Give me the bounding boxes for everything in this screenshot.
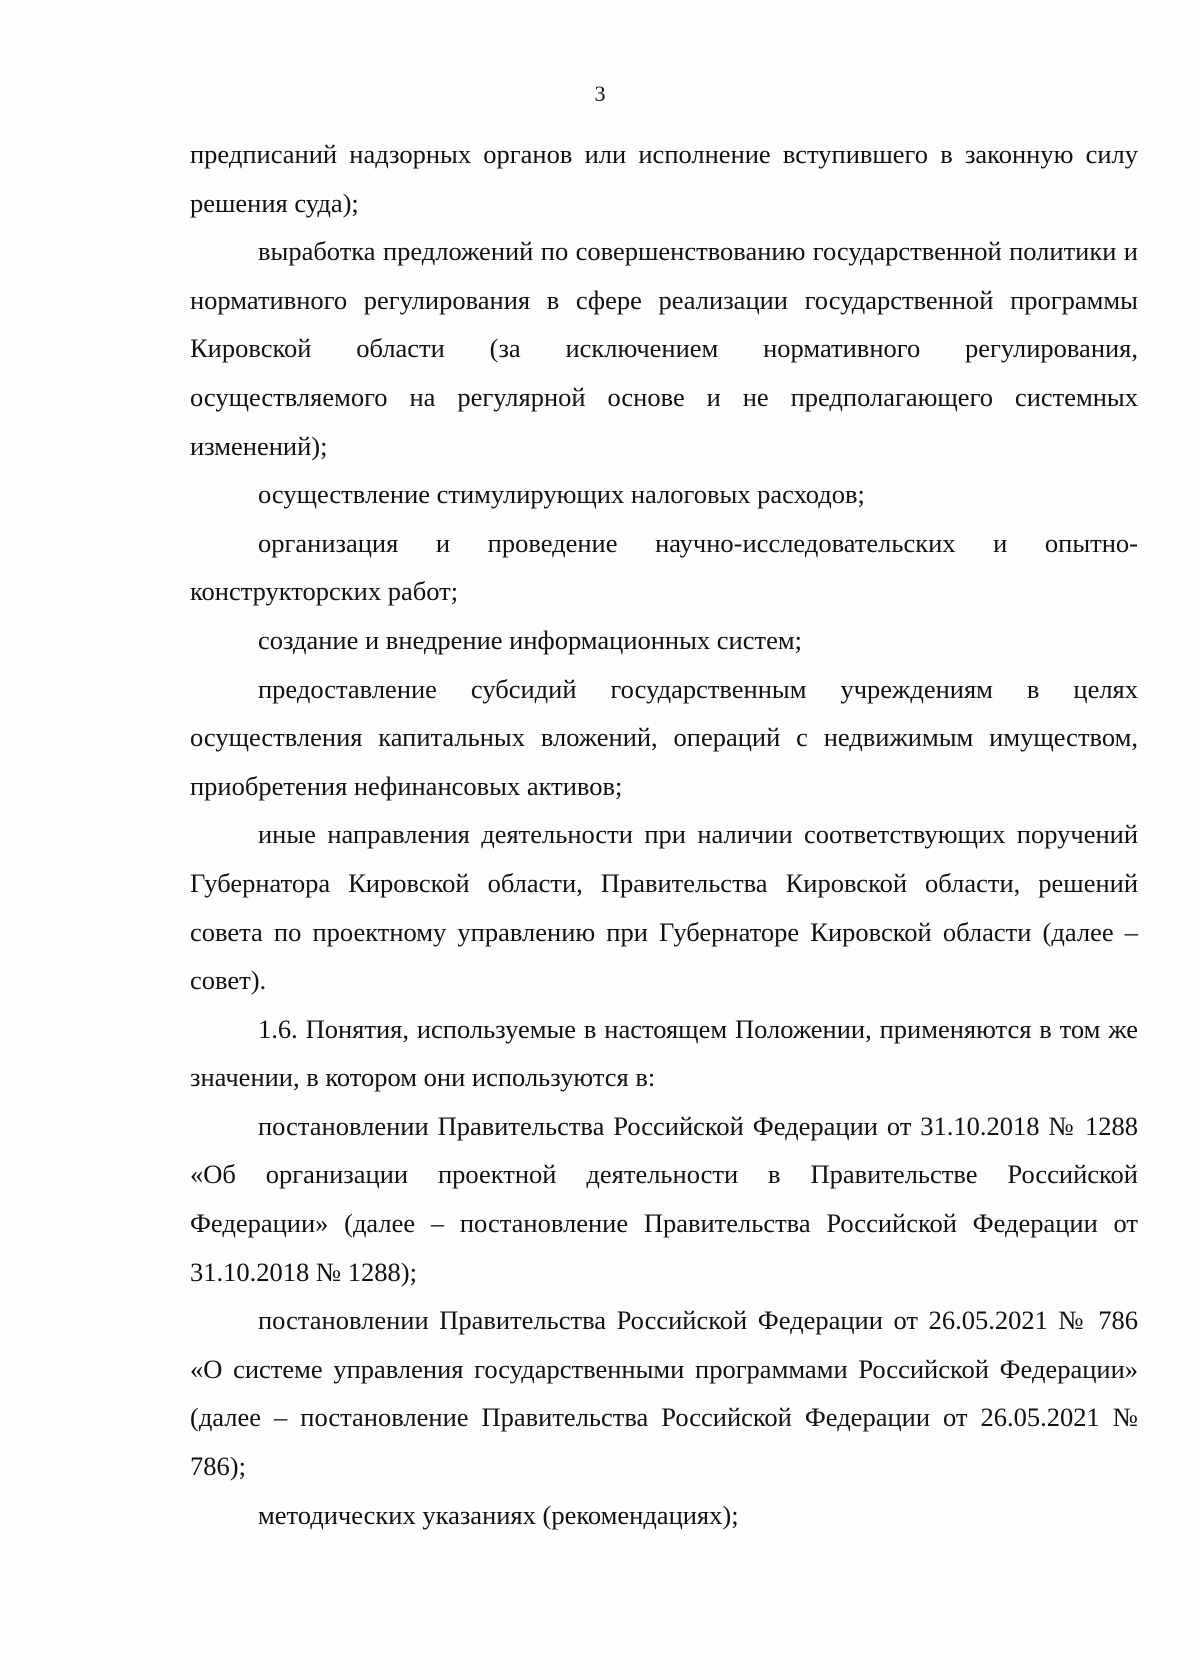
- paragraph-continuation: предписаний надзорных органов или исполнение вступившего в законную силу решения суда);: [190, 139, 1138, 218]
- paragraph-other-directions: иные направления деятельности при наличии соответствующих поручений Губернатора Кировской области, Правительства Кировской области, решений совета по проектному управлению при Губернаторе Кировской области (далее – совет).: [190, 819, 1138, 996]
- paragraph-subsidies: предоставление субсидий государственным учреждениям в целях осуществления капитальных вложений, операций с недвижимым имуществом, приобретения нефинансовых активов;: [190, 673, 1138, 801]
- document-body: [190, 130, 1138, 1539]
- paragraph-methodical-guidelines: методических указаниях (рекомендациях);: [258, 1499, 739, 1530]
- paragraph-resolution-1288: постановлении Правительства Российской Федерации от 31.10.2018 № 1288 «Об организации проектной деятельности в Правительстве Российской Федерации» (далее – постановление Правительства Российской Федерации от 31.10.2018 № 1288);: [190, 1110, 1138, 1287]
- page-number: 3: [594, 81, 606, 106]
- paragraph-information-systems: создание и внедрение информационных систем;: [258, 624, 802, 655]
- paragraph-research-work: организация и проведение научно-исследовательских и опытно-конструкторских работ;: [190, 527, 1138, 607]
- paragraph-policy-proposals: выработка предложений по совершенствованию государственной политики и нормативного регулирования в сфере реализации государственной программы Кировской области (за исключением нормативного регулирования, осуществляемого на регулярной основе и не предполагающего системных изменений);: [190, 236, 1138, 461]
- paragraph-tax-expenses: осуществление стимулирующих налоговых расходов;: [258, 479, 865, 510]
- paragraph-section-1-6: 1.6. Понятия, используемые в настоящем Положении, применяются в том же значении, в котором они используются в:: [190, 1013, 1138, 1093]
- paragraph-resolution-786: постановлении Правительства Российской Федерации от 26.05.2021 № 786 «О системе управления государственными программами Российской Федерации» (далее – постановление Правительства Российской Федерации от 26.05.2021 № 786);: [190, 1305, 1138, 1482]
